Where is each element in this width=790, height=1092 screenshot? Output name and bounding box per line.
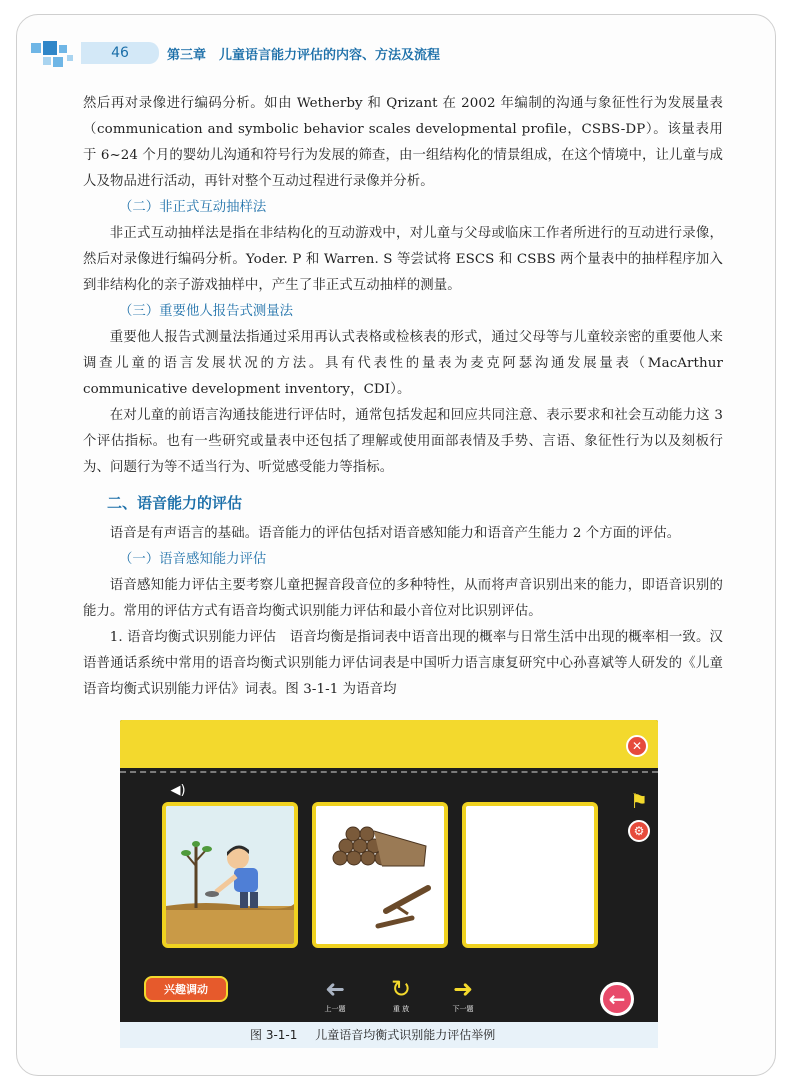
paragraph: 语音感知能力评估主要考察儿童把握音段音位的多种特性，从而将声音识别出来的能力，即语音识别的能力。常用的评估方式有语音均衡式识别能力评估和最小音位对比识别评估。	[83, 578, 723, 619]
body-text	[83, 91, 723, 703]
repeat-button[interactable]	[376, 976, 426, 1014]
paragraph: 非正式互动抽样法是指在非结构化的互动游戏中，对儿童与父母或临床工作者所进行的互动进行录像，然后对录像进行编码分析。Yoder. P 和 Warren. S 等尝试将 ESCS 和 CSBS 两个量表中的抽样程序加入到非结构化的亲子游戏抽样中，产生了非正式互动抽样的测量。	[83, 226, 723, 293]
figure-caption	[120, 1022, 658, 1048]
paragraph: 语音是有声语言的基础。语音能力的评估包括对语音感知能力和语音产生能力 2 个方面的评估。	[109, 526, 681, 541]
caption-text: 儿童语音均衡式识别能力评估举例	[315, 1028, 496, 1042]
speaker-icon[interactable]: ◀)	[170, 782, 186, 798]
decor-square	[43, 57, 51, 65]
subheading: （二）非正式互动抽样法	[119, 200, 267, 215]
caption-number: 图 3-1-1	[250, 1028, 298, 1042]
subheading: （三）重要他人报告式测量法	[119, 304, 294, 319]
paragraph: 重要他人报告式测量法指通过采用再认式表格或检核表的形式，通过父母等与儿童较亲密的重要他人来调查儿童的语言发展状况的方法。具有代表性的量表为麦克阿瑟沟通发展量表（MacArthur communicative development inventory，CDI）。	[83, 330, 723, 397]
repeat-label: 重 放	[392, 1005, 410, 1013]
flag-icon[interactable]: ⚑	[630, 789, 648, 813]
decor-square	[59, 45, 67, 53]
decor-square	[67, 55, 73, 61]
arrow-left-icon: ➜	[324, 975, 346, 1003]
next-question-label: 下一题	[452, 1005, 474, 1013]
close-icon[interactable]: ✕	[626, 735, 648, 757]
prev-question-button[interactable]	[310, 976, 360, 1014]
picture-card-firewood[interactable]	[312, 802, 448, 948]
decor-square	[53, 57, 63, 67]
figure-top-bar	[120, 720, 658, 768]
page-number: 46	[81, 42, 159, 64]
picture-card-blank[interactable]	[462, 802, 598, 948]
firewood-illustration	[316, 806, 444, 944]
boy-planting-illustration	[166, 806, 294, 944]
prev-question-label: 上一题	[324, 1005, 346, 1013]
refresh-icon: ↻	[390, 975, 412, 1003]
page-header	[17, 15, 775, 75]
figure-divider	[120, 771, 658, 773]
arrow-right-icon: ➜	[452, 975, 474, 1003]
paragraph: 1. 语音均衡式识别能力评估 语音均衡是指词表中语音出现的概率与日常生活中出现的概率相一致。汉语普通话系统中常用的语音均衡式识别能力评估词表是中国听力语言康复研究中心孙喜斌等人研发的《儿童语音均衡式识别能力评估》词表。图 3-1-1 为语音均	[83, 630, 723, 697]
figure-screenshot	[120, 720, 658, 1026]
subheading: （一）语音感知能力评估	[119, 552, 267, 567]
interest-button[interactable]: 兴趣调动	[144, 976, 228, 1002]
next-question-button[interactable]	[438, 976, 488, 1014]
back-icon[interactable]: ←	[600, 982, 634, 1016]
decor-square	[31, 43, 41, 53]
gear-icon[interactable]: ⚙	[628, 820, 650, 842]
chapter-title: 第三章 儿童语言能力评估的内容、方法及流程	[167, 48, 441, 63]
picture-card-boy-planting[interactable]	[162, 802, 298, 948]
paragraph: 然后再对录像进行编码分析。如由 Wetherby 和 Qrizant 在 2002 年编制的沟通与象征性行为发展量表（communication and symbolic behavior scales developmental profile，CSBS-DP）。该量表用于 6~24 个月的婴幼儿沟通和符号行为发展的筛查，由一组结构化的情景组成，在这个情境中，让儿童与成人及物品进行活动，再针对整个互动过程进行录像并分析。	[83, 96, 723, 189]
paragraph: 在对儿童的前语言沟通技能进行评估时，通常包括发起和回应共同注意、表示要求和社会互动能力这 3 个评估指标。也有一些研究或量表中还包括了理解或使用面部表情及手势、言语、象征性行为以及刻板行为、问题行为等不适当行为、听觉感受能力等指标。	[83, 408, 723, 475]
decor-square	[43, 41, 57, 55]
section-heading: 二、语音能力的评估	[107, 494, 243, 512]
